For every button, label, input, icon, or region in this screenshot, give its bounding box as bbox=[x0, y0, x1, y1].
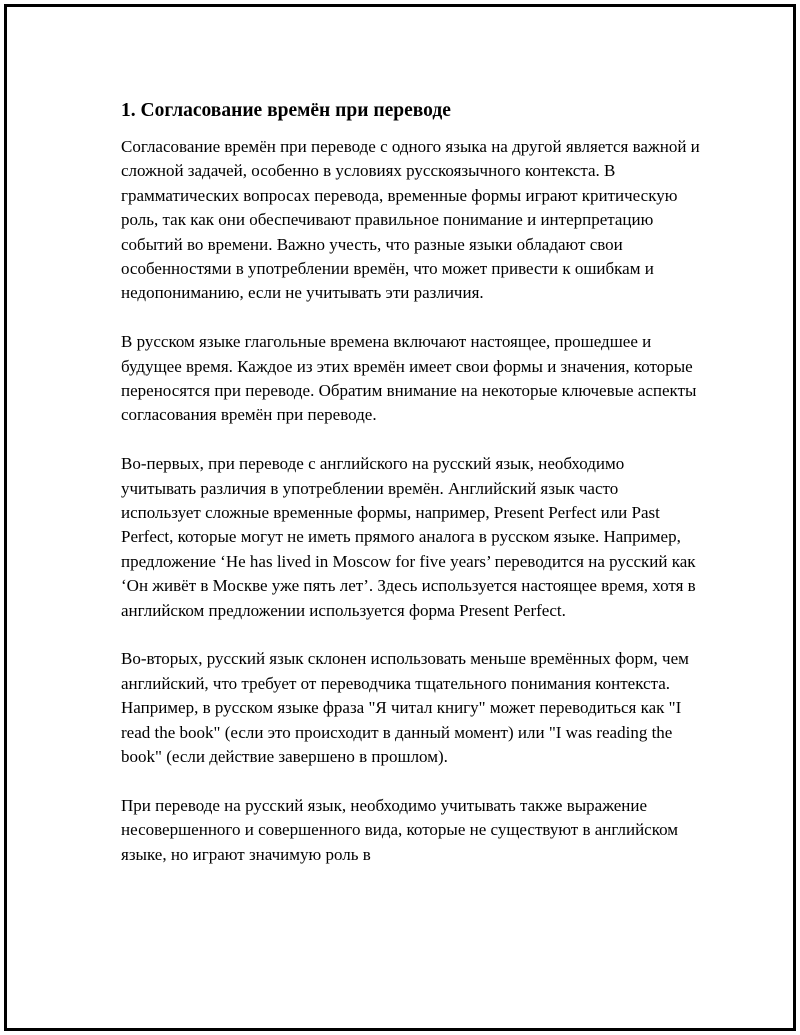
paragraph-5: При переводе на русский язык, необходимо учитывать также выражение несовершенного и совершенного вида, которые не существуют в английском языке, но играют значимую роль в bbox=[121, 795, 679, 864]
section-heading: 1. Согласование времён при переводе bbox=[121, 100, 451, 121]
document-page bbox=[4, 4, 796, 1031]
paragraph-4: Во-вторых, русский язык склонен использовать меньше времённых форм, чем английский, что требует от переводчика тщательного понимания контекста. Например, в русском языке фраза "Я читал книгу" может переводиться как "I read the book" (если это происходит в данный момент) или "I was reading the book" (если действие завершено в прошлом). bbox=[121, 649, 689, 767]
paragraph-3: Во-первых, при переводе с английского на русский язык, необходимо учитывать различия в употреблении времён. Английский язык часто использует сложные временные формы, например, Present Perfect или Past Perfect, которые могут не иметь прямого аналога в русском языке. Например, предложение ‘He has lived in Moscow for five years’ переводится на русский как ‘Он живёт в Москве уже пять лет’. Здесь используется настоящее время, хотя в английском предложении используется форма Present Perfect. bbox=[121, 454, 696, 620]
paragraph-1: Согласование времён при переводе с одного языка на другой является важной и сложной задачей, особенно в условиях русскоязычного контекста. В грамматических вопросах перевода, временные формы играют критическую роль, так как они обеспечивают правильное понимание и интерпретацию событий во времени. Важно учесть, что разные языки обладают свои особенностями в употреблении времён, что может привести к ошибкам и недопониманию, если не учитывать эти различия. bbox=[121, 137, 700, 303]
paragraph-2: В русском языке глагольные времена включают настоящее, прошедшее и будущее время. Каждое из этих времён имеет свои формы и значения, которые переносятся при переводе. Обратим внимание на некоторые ключевые аспекты согласования времён при переводе. bbox=[121, 332, 697, 425]
document-body bbox=[121, 99, 701, 892]
